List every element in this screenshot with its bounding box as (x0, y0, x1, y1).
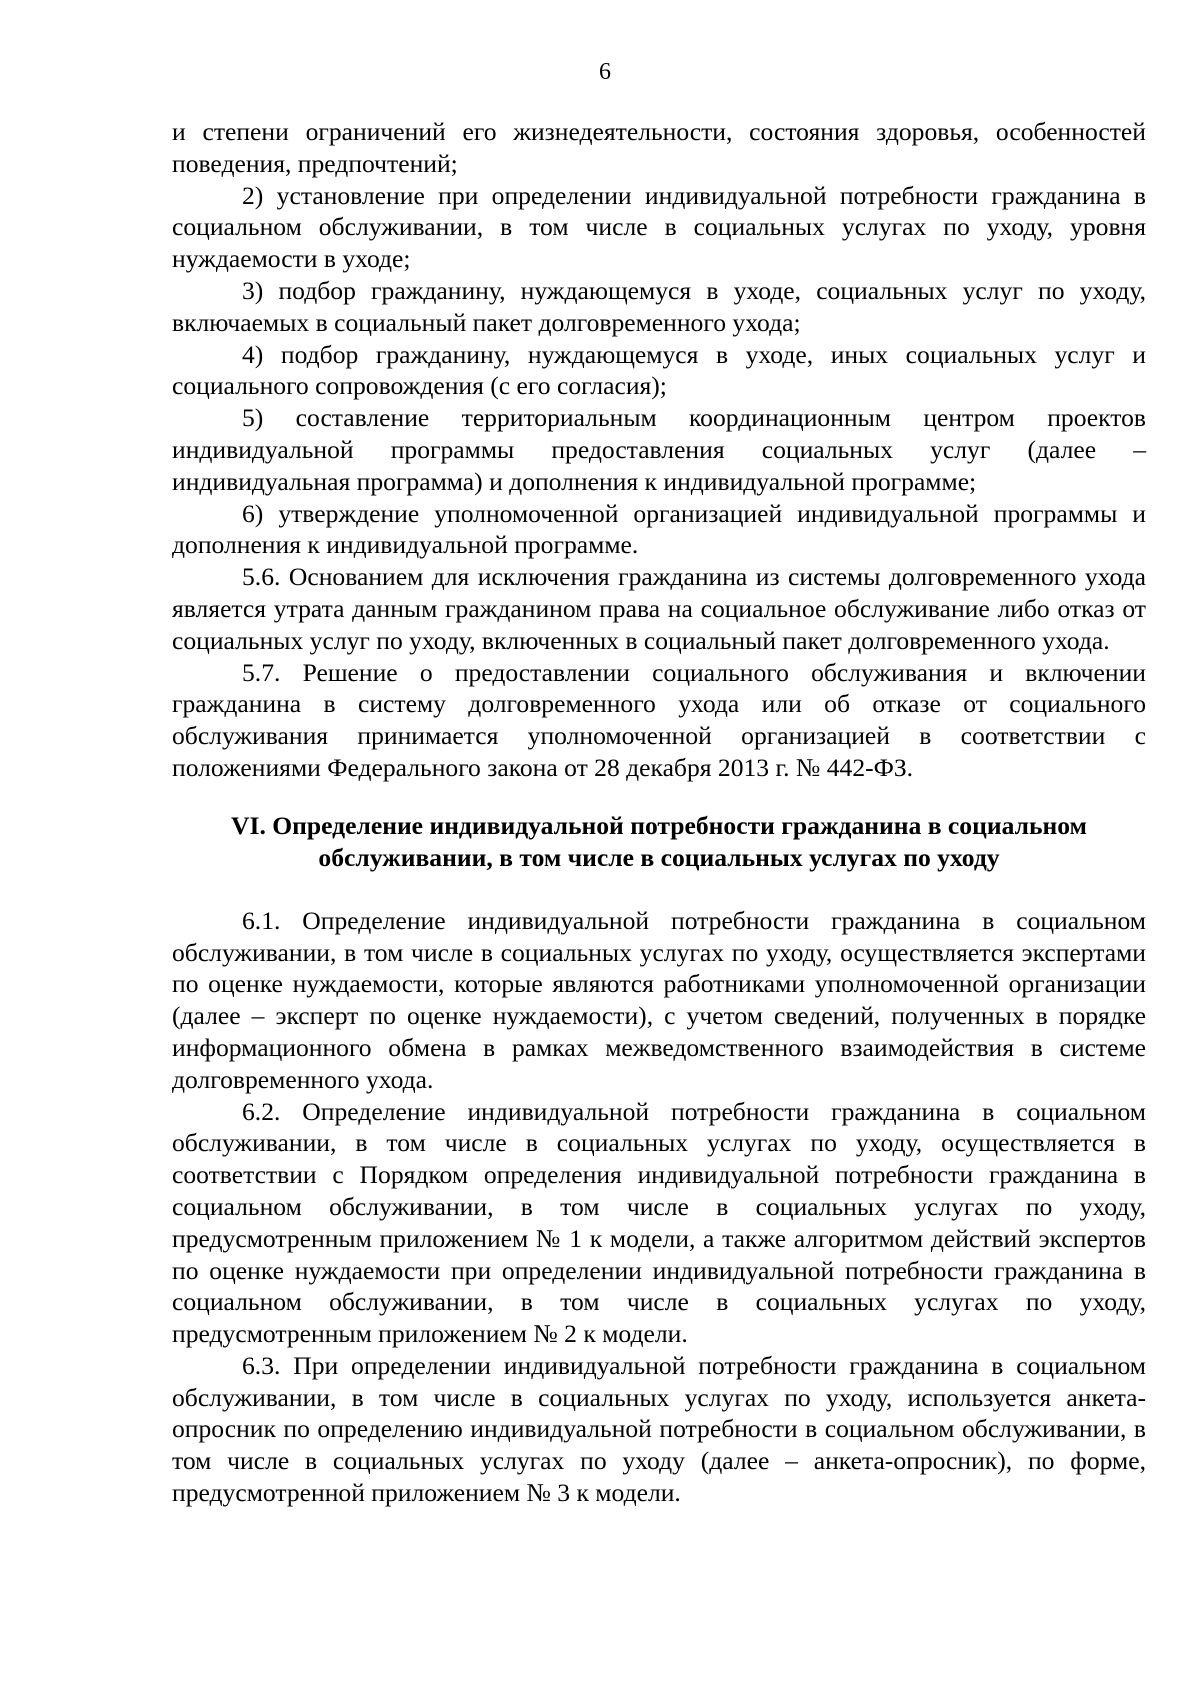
document-body (172, 116, 1146, 1509)
list-item-4: 4) подбор гражданину, нуждающемуся в уходе, иных социальных услуг и социального сопровождения (с его согласия); (172, 339, 1146, 401)
clause-6-2: 6.2. Определение индивидуальной потребности гражданина в социальном обслуживании, в том числе в социальных услугах по уходу, осуществляется в соответствии с Порядком определения индивидуальной потребности гражданина в социальном обслуживании, в том числе в социальных услугах по уходу, предусмотренным приложением № 1 к модели, а также алгоритмом действий экспертов по оценке нуждаемости при определении индивидуальной потребности гражданина в социальном обслуживании, в том числе в социальных услугах по уходу, предусмотренным приложением № 2 к модели. (172, 1096, 1146, 1349)
clause-6-3: 6.3. При определении индивидуальной потребности гражданина в социальном обслуживании, в том числе в социальных услугах по уходу, используется анкета-опросник по определению индивидуальной потребности в социальном обслуживании, в том числе в социальных услугах по уходу (далее – анкета-опросник), по форме, предусмотренной приложением № 3 к модели. (172, 1350, 1146, 1508)
page-number: 6 (599, 59, 611, 85)
list-item-3: 3) подбор гражданину, нуждающемуся в уходе, социальных услуг по уходу, включаемых в социальный пакет долговременного ухода; (172, 275, 1146, 337)
list-item-6: 6) утверждение уполномоченной организацией индивидуальной программы и дополнения к индивидуальной программе. (172, 498, 1146, 560)
list-item-2: 2) установление при определении индивидуальной потребности гражданина в социальном обслуживании, в том числе в социальных услугах по уходу, уровня нуждаемости в уходе; (172, 180, 1146, 274)
section-heading (172, 810, 1146, 874)
paragraph-continuation: и степени ограничений его жизнедеятельности, состояния здоровья, особенностей поведения, предпочтений; (172, 117, 1146, 178)
list-item-5: 5) составление территориальным координационным центром проектов индивидуальной программы предоставления социальных услуг (далее – индивидуальная программа) и дополнения к индивидуальной программе; (172, 403, 1146, 496)
clause-5-7: 5.7. Решение о предоставлении социального обслуживания и включении гражданина в систему долговременного ухода или об отказе от социального обслуживания принимается уполномоченной организацией в соответствии с положениями Федерального закона от 28 декабря 2013 г. № 442-ФЗ. (172, 657, 1146, 782)
clause-6-1: 6.1. Определение индивидуальной потребности гражданина в социальном обслуживании, в том числе в социальных услугах по уходу, осуществляется экспертами по оценке нуждаемости, которые являются работниками уполномоченной организации (далее – эксперт по оценке нуждаемости), с учетом сведений, полученных в порядке информационного обмена в рамках межведомственного взаимодействия в системе долговременного ухода. (172, 905, 1146, 1094)
section-heading-line-1: VI. Определение индивидуальной потребности гражданина в социальном (231, 810, 1087, 840)
section-heading-line-2: обслуживании, в том числе в социальных услугах по уходу (318, 842, 1000, 872)
clause-5-6: 5.6. Основанием для исключения гражданина из системы долговременного ухода является утрата данным гражданином права на социальное обслуживание либо отказ от социальных услуг по уходу, включенных в социальный пакет долговременного ухода. (172, 562, 1146, 655)
